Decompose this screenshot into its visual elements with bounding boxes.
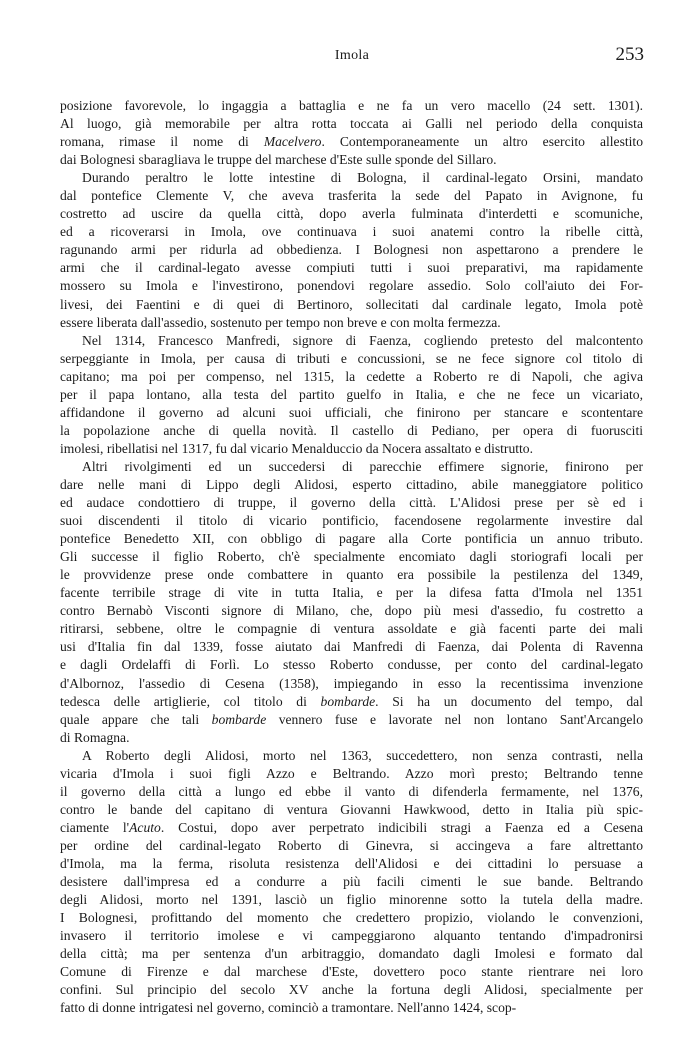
- text-line: desistere dall'impresa ed a condurre a più facili cimenti le sue bande. Beltrando: [60, 874, 643, 890]
- text-line: per il papa lontano, alla testa del partito guelfo in Italia, e che ne fece un vicariato,: [60, 386, 643, 402]
- text-line: d'Albornoz, l'assedio di Cesena (1358), impiegando in esso la recentissima invenzione: [60, 675, 643, 691]
- text-line: quale appare che tali bombarde vennero fuse e lavorate nel non lontano Sant'Arcangelo: [60, 711, 643, 727]
- page-title: Imola: [334, 48, 370, 63]
- body-text: [60, 97, 643, 1017]
- text-line: mossero su Imola e l'investirono, ponendovi regolare assedio. Solo coll'aiuto dei For-: [60, 278, 643, 294]
- text-line: dai Bolognesi sbaragliava le truppe del marchese d'Este sulle sponde del Sillaro.: [60, 152, 497, 168]
- text-line: livesi, dei Faentini e di quei di Bertinoro, sollecitati dal cardinale legato, Imola potè: [60, 296, 643, 312]
- text-line: d'Imola, ma la ferma, risoluta resistenza dell'Alidosi e dei cittadini lo persuase a: [60, 855, 643, 871]
- text-line: le provvidenze prese onde combattere in quanto era possibile la pestilenza del 1349,: [60, 567, 643, 583]
- text-line: affidandone il governo ad alcuni suoi ufficiali, che finirono per stancare e scontentare: [60, 404, 643, 420]
- text-line: Gli successe il figlio Roberto, ch'è specialmente encomiato dagli storiografi locali per: [60, 549, 643, 565]
- paragraph: [60, 97, 643, 169]
- text-line: capitano; ma poi per compenso, nel 1315, la cedette a Roberto re di Napoli, che agiva: [60, 368, 643, 384]
- text-line: serpeggiante in Imola, per causa di tributi e concussioni, se ne fece signore col titolo di: [60, 350, 643, 366]
- text-line: per ordine del cardinal-legato Roberto di Ginevra, si accingeva a fare altrettanto: [60, 837, 643, 853]
- paragraph: [60, 747, 643, 1018]
- text-line: confini. Sul principio del secolo XV anche la fortuna degli Alidosi, specialmente per: [60, 982, 643, 998]
- text-line: il governo della città a lungo ed ebbe il vanto di difenderla fermamente, nel 1376,: [60, 783, 643, 799]
- text-line: della città; ma per sentenza d'un arbitraggio, domandato dagli Imolesi e formato dal: [60, 946, 643, 962]
- paragraph: [60, 458, 643, 747]
- text-line: ciamente l'Acuto. Costui, dopo aver perpetrato indicibili stragi a Faenza ed a Cesena: [60, 819, 643, 835]
- paragraph: [60, 169, 643, 331]
- text-line: A Roberto degli Alidosi, morto nel 1363, succedettero, non senza contrasti, nella: [82, 747, 643, 763]
- text-line: usi d'Italia fin dal 1339, fosse aiutato dai Manfredi di Faenza, dai Polenta di Ravenna: [60, 639, 643, 655]
- text-line: vicaria d'Imola i suoi figli Azzo e Beltrando. Azzo morì presto; Beltrando tenne: [60, 765, 643, 781]
- text-line: contro Bernabò Visconti signore di Milano, che, dopo più mesi d'assedio, fu costretto a: [60, 603, 643, 619]
- text-line: di Romagna.: [60, 729, 130, 745]
- text-line: posizione favorevole, lo ingaggia a battaglia e ne fa un vero macello (24 sett. 1301).: [60, 98, 643, 113]
- text-line: Comune di Firenze e dal marchese d'Este, dovettero poco stante rientrare nei loro: [60, 964, 643, 980]
- text-line: la popolazione anche di quella novità. Il castello di Pediano, per opera di fuorusciti: [60, 422, 643, 438]
- text-line: Altri rivolgimenti ed un succedersi di parecchie effimere signorie, finirono per: [82, 458, 643, 474]
- text-line: facente terribile strage di vite in tutta Italia, e per la difesa fatta d'Imola nel 1351: [60, 585, 643, 601]
- text-line: fatto di donne intrigatesi nel governo, cominciò a tramontare. Nell'anno 1424, scop-: [60, 1000, 517, 1016]
- text-line: Nel 1314, Francesco Manfredi, signore di Faenza, cogliendo pretesto del malcontento: [82, 332, 643, 348]
- text-line: degli Alidosi, morto nel 1391, lasciò un figlio minorenne sotto la tutela della madre.: [60, 892, 643, 908]
- text-line: suoi discendenti il titolo di vicario pontificio, facendosene regolarmente investire dal: [60, 513, 643, 529]
- text-line: contro le bande del capitano di ventura Giovanni Hawkwood, detto in Italia più spic-: [60, 801, 643, 817]
- text-line: armi che il cardinal-legato avesse compiuti tutti i suoi preparativi, ma rapidamente: [60, 260, 643, 276]
- text-line: ed a ricoverarsi in Imola, ove continuava i suoi anatemi contro la ribelle città,: [60, 224, 643, 240]
- paragraph: [60, 332, 643, 458]
- text-line: tedesca delle artiglierie, col titolo di bombarde. Si ha un documento del tempo, dal: [60, 693, 643, 709]
- text-line: ragunando armi per ridurla ad obbedienza. I Bolognesi non aspettarono a prendere le: [60, 242, 643, 258]
- text-line: dare nelle mani di Lippo degli Alidosi, esperto cittadino, abile maneggiatore politico: [60, 476, 643, 492]
- page-number: 253: [615, 44, 644, 65]
- text-line: romana, rimase il nome di Macelvero. Contemporaneamente un altro esercito allestito: [60, 134, 644, 150]
- text-line: imolesi, ribellatisi nel 1317, fu dal vicario Menalduccio da Nocera assaltato e distrutto.: [60, 440, 534, 456]
- text-line: e dagli Ordelaffi di Forlì. Lo stesso Roberto condusse, per conto del cardinal-legato: [60, 657, 643, 673]
- text-line: pontefice Benedetto XII, con obbligo di pagare alla Corte pontificia un annuo tributo.: [60, 531, 643, 547]
- text-line: Durando peraltro le lotte intestine di Bologna, il cardinal-legato Orsini, mandato: [82, 170, 643, 186]
- text-line: ritirarsi, sebbene, oltre le compagnie di ventura assoldate e già facenti parte dei mali: [60, 621, 643, 637]
- text-line: Al luogo, già memorabile per altra rotta toccata ai Galli nel periodo della conquista: [60, 116, 643, 132]
- text-line: I Bolognesi, profittando del momento che credettero propizio, violando le convenzioni,: [60, 910, 643, 926]
- text-line: ed audace condottiero di truppe, il governo della città. L'Alidosi prese per sè ed i: [60, 495, 643, 511]
- text-line: essere liberata dall'assedio, sostenuto per tempo non breve e con molta fermezza.: [60, 314, 501, 330]
- text-line: costretto ad uscire da quella città, dopo averla fulminata d'interdetti e scomuniche,: [60, 206, 643, 222]
- running-head: [60, 44, 644, 70]
- text-line: invasero il territorio imolese e vi campeggiarono alquanto tentando d'impadronirsi: [60, 928, 643, 944]
- text-line: dal pontefice Clemente V, che aveva trasferita la sede del Papato in Avignone, fu: [60, 188, 643, 204]
